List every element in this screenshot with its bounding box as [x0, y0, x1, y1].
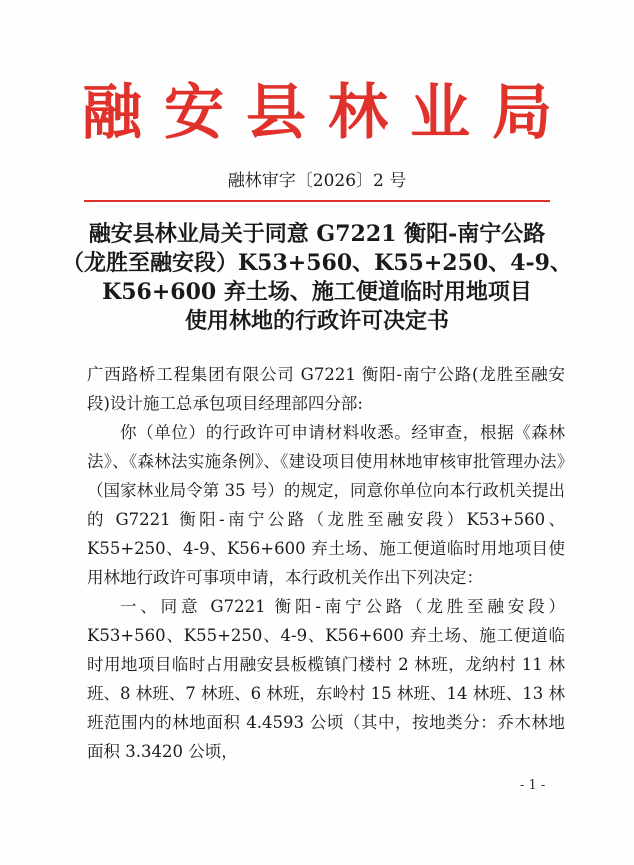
header-divider: [84, 200, 550, 202]
title-line-3: K56+600 弃土场、施工便道临时用地项目: [102, 279, 532, 305]
body-paragraph-2: 一、同意 G7221 衡阳-南宁公路（龙胜至融安段）K53+560、K55+250、4-9、K56+600 弃土场、施工便道临时用地项目临时占用融安县板榄镇门楼村 2 林班，龙纳村 11 林班、8 林班、7 林班、6 林班，东岭村 15 林班、14 林班、13 林班范围内的林地面积 4.4593 公顷（其中，按地类分：乔木林地面积 3.3420 公顷，: [87, 597, 565, 761]
document-body: [87, 360, 565, 766]
body-paragraph-1: 你（单位）的行政许可申请材料收悉。经审查，根据《森林法》、《森林法实施条例》、《建设项目使用林地审核审批管理办法》（国家林业局令第 35 号）的规定，同意你单位向本行政机关提出的 G7221 衡阳-南宁公路（龙胜至融安段）K53+560、K55+250、4-9、K56+600 弃土场、施工便道临时用地项目使用林地行政许可事项申请，本行政机关作出下列决定：: [87, 423, 565, 587]
recipient-line: 广西路桥工程集团有限公司 G7221 衡阳-南宁公路(龙胜至融安段)设计施工总承包项目经理部四分部:: [87, 365, 565, 413]
title-line-4: 使用林地的行政许可决定书: [184, 308, 449, 334]
title-line-2: （龙胜至融安段）K53+560、K55+250、4-9、: [62, 250, 572, 276]
agency-header-title: 融安县林业局: [82, 78, 574, 148]
document-number: 融林审字〔2026〕2 号: [227, 171, 407, 191]
page-number: - 1 -: [520, 778, 546, 793]
title-line-1: 融安县林业局关于同意 G7221 衡阳-南宁公路: [88, 221, 546, 247]
document-title: [60, 220, 574, 336]
